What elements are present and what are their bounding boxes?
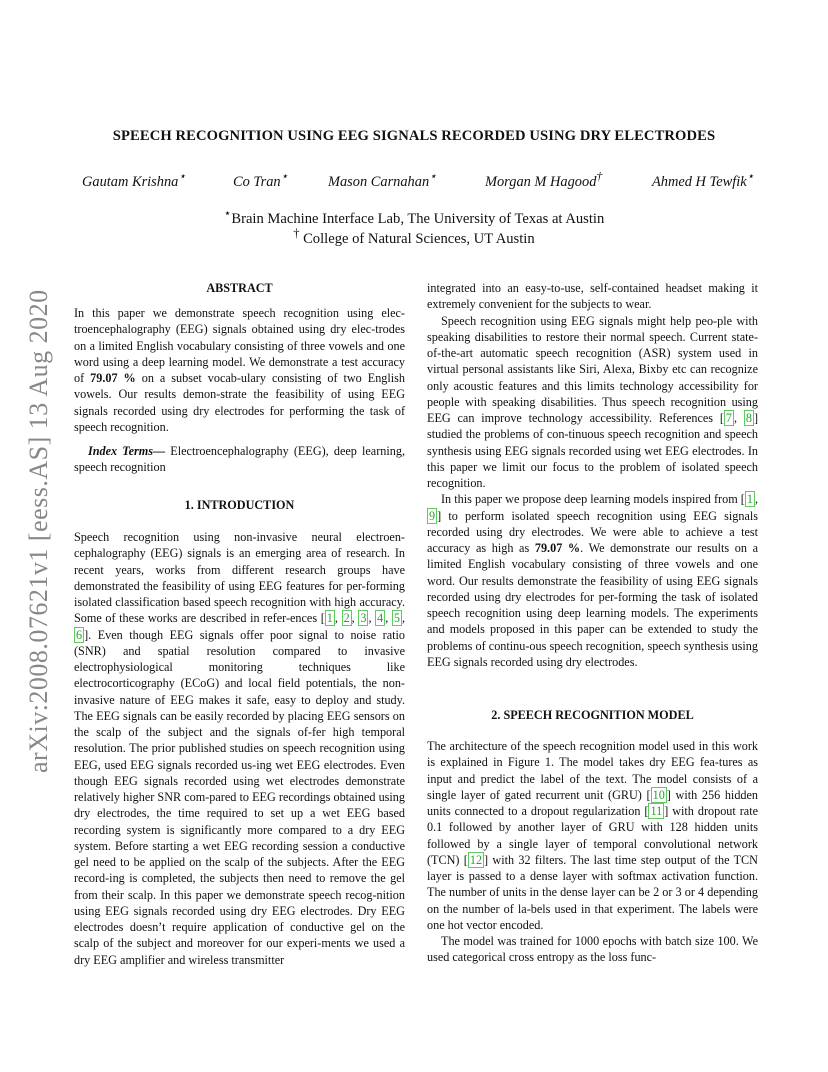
author-mark: ⋆: [429, 169, 437, 183]
model-paragraph-1: [427, 738, 758, 933]
text-run: on a subset vocab-ulary consisting of two English vowels. Our results demon-strate the feasibility of using EEG signals recorded using dry electrodes for performing the task of speech recognition.: [74, 371, 406, 434]
text-run: ]. Even though EEG signals offer poor signal to noise ratio (SNR) and spatial resolution compared to invasive electrophysiological monitoring techniques like electrocorticography (ECoG) and local field potentials, the non-invasive nature of EEG makes it safe, easy to deploy and study. The EEG signals can be easily recorded by placing EEG sensors on the scalp of the subject and the signals of-fer high temporal resolution. The prior published studies on speech recognition using EEG, used EEG signals recorded us-ing wet EEG electrodes. Even though EEG signals recorded using wet electrodes demonstrate relatively higher SNR com-pared to EEG recordings obtained using dry electrodes, the time required to set up a wet EEG based recording system is significantly more compared to a dry EEG system. Before starting a wet EEG recording session a conductive gel need to be applied on the scalp of the subjects. After the EEG record-ing is completed, the subjects then need to remove the gel from their scalp. In this paper we demonstrate speech recog-nition using EEG signals recorded using dry EEG electrodes. Dry EEG electrodes doesn’t require application of conductive gel on the scalp of the subject and moreover for our experi-ments we used a dry EEG amplifier and wireless transmitter: [74, 627, 405, 967]
citation-link[interactable]: 1: [326, 611, 333, 626]
abstract-heading: ABSTRACT: [206, 281, 273, 295]
citation-link[interactable]: 2: [343, 611, 350, 626]
author-name: Co Tran: [233, 173, 281, 190]
paper-title: SPEECH RECOGNITION USING EEG SIGNALS RECORDED USING DRY ELECTRODES: [112, 128, 716, 144]
intro-paragraph-2: Speech recognition using EEG signals might help peo-ple with speaking disabilities to restore their normal speech. Current state-of-the-art automatic speech recognition (ASR) system used in virtual personal assistants like Siri, Alexa, Bixby etc can recognize only acoustic features and this limits technology accessibility for people with speaking disabilities. Thus speech recognition using EEG can improve technology accessibility. References [ 7 , 8 ] studied the problems of con-tinuous speech recognition and speech synthesis using EEG signals recorded using wet EEG electrodes. In this paper we limit our focus to the problem of isolated speech recognition.: [427, 313, 758, 490]
intro-heading: 1. INTRODUCTION: [184, 498, 295, 512]
author-4: [485, 169, 602, 191]
affiliation-mark: †: [293, 226, 300, 240]
author-2: [233, 169, 288, 191]
text-run: . We demonstrate our results on a limited English vocabulary consisting of three vowels and one word. Our results demonstrate the feasibility of using EEG signals recorded using dry electrodes for per-forming the task of isolated speech recognition using deep learning models. The experiments and models proposed in this paper can be extended to study the problems of continu-ous speech recognition, speech synthesis using EEG signals recorded using dry electrodes.: [427, 541, 758, 669]
arxiv-identifier: arXiv:2008.07621v1 [eess.AS] 13 Aug 2020: [24, 289, 53, 773]
intro-paragraph-3: In this paper we propose deep learning models inspired from [ 1 , 9 ] to perform isolated speech recognition using EEG signals recorded using dry electrodes. We were able to achieve a test accuracy as high as 79.07 %. We demonstrate our results on a limited English vocabulary consisting of three vowels and one word. Our results demonstrate the feasibility of using EEG signals recorded using dry electrodes for per-forming the task of isolated speech recognition using deep learning models. The experiments and models proposed in this paper can be extended to study the problems of continu-ous speech recognition, speech synthesis using EEG signals recorded using dry electrodes.: [427, 492, 758, 669]
author-mark: ⋆: [280, 169, 289, 183]
author-mark: ⋆: [178, 169, 186, 183]
author-name: Morgan M Hagood: [485, 173, 597, 190]
affiliation-2: [0, 226, 828, 248]
citation-link[interactable]: 3: [360, 611, 367, 626]
citation-link[interactable]: 10: [652, 787, 665, 802]
abstract-paragraph: [74, 305, 405, 435]
affiliation-1: [0, 206, 828, 228]
author-name: Gautam Krishna: [82, 173, 179, 190]
citation-link[interactable]: 12: [469, 852, 483, 867]
intro-paragraph-1: Speech recognition using non-invasive neural electroen-cephalography (EEG) signals is an emerging area of research. In recent years, works from different research groups have demonstrated the feasibility of using EEG features for per-forming isolated classification based speech recognition with high accuracy. Some of these works are described in refer-ences [ 1 , 2 , 3 , 4 , 5 , 6 ]. Even though EEG signals offer poor signal to noise ratio (SNR) and spatial resolution compared to invasive electrophysiological monitoring techniques like electrocorticography (ECoG) and local field potentials, the non-invasive nature of EEG makes it safe, easy to deploy and study. The EEG signals can be easily recorded by placing EEG sensors on the scalp of the subject and the signals of-fer high temporal resolution. The prior published studies on speech recognition using EEG, used EEG signals recorded us-ing wet EEG electrodes. Even though EEG signals recorded using wet electrodes demonstrate relatively higher SNR com-pared to EEG recordings obtained using dry electrodes, the time required to set up a wet EEG based recording system is significantly more compared to a dry EEG system. Before starting a wet EEG recording session a conductive gel need to be applied on the scalp of the subjects. After the EEG record-ing is completed, the subjects then need to remove the gel from their scalp. In this paper we demonstrate speech recog-nition using EEG signals recorded using dry EEG electrodes. Dry EEG electrodes doesn’t require application of conductive gel on the scalp of the subject and moreover for our experi-ments we used a dry EEG amplifier and wireless transmitter: [74, 530, 406, 967]
abstract-body: [74, 305, 405, 476]
model-paragraph-2: The model was trained for 1000 epochs with batch size 100. We used categorical cross entropy as the loss func-: [427, 934, 758, 965]
intro-paragraph-1-continued: integrated into an easy-to-use, self-contained headset making it extremely convenient for the subjects to wear.: [427, 281, 758, 312]
text-run: ] with 32 filters. The last time step output of the TCN layer is passed to a dense layer with softmax activation function. The number of units in the dense layer can be 2 or 3 or 4 depending on the number of la-bels used in that experiment. The labels were one hot vector encoded.: [427, 852, 758, 932]
right-column-intro: [427, 280, 758, 670]
index-terms-label: Index Terms—: [88, 444, 166, 458]
citation-link[interactable]: 9: [429, 508, 436, 523]
citation-link[interactable]: 8: [745, 411, 752, 425]
text-run: In this paper we propose deep learning models inspired from [: [441, 492, 745, 507]
author-mark: ⋆: [746, 169, 755, 183]
text-run: ] with dropout rate 0.1 followed by another layer of GRU with 128 hidden units followed by a single layer of temporal convolutional network (TCN) [: [427, 804, 759, 867]
citation-link[interactable]: 5: [393, 611, 400, 626]
author-5: [652, 169, 754, 191]
text-run: In this paper we demonstrate speech recognition using elec-troencephalography (EEG) signals obtained using dry elec-trodes on a limited English vocabulary consisting of three vowels and one word using a deep learning model. We demonstrate a test accuracy of: [74, 306, 405, 385]
author-name: Ahmed H Tewfik: [652, 173, 747, 190]
text-run: The architecture of the speech recognition model used in this work is explained in Figure 1. The model takes dry EEG fea-tures as input and predict the label of the text. The model consists of a single layer of gated recurrent unit (GRU) [: [427, 739, 758, 802]
citation-link[interactable]: 11: [650, 804, 663, 818]
accuracy-value: 79.07 %: [534, 541, 581, 555]
model-heading: 2. SPEECH RECOGNITION MODEL: [491, 708, 694, 722]
citation-link[interactable]: 1: [746, 492, 753, 507]
index-terms-text: Electroencephalography (EEG), deep learning, speech recognition: [74, 444, 405, 475]
author-3: [328, 169, 437, 191]
intro-body: [74, 529, 405, 968]
affiliation-text: Brain Machine Interface Lab, The University of Texas at Austin: [231, 210, 605, 227]
text-run: ] with 256 hidden units connected to a dropout regularization [: [427, 787, 759, 818]
model-body: [427, 738, 758, 966]
text-run: ] studied the problems of con-tinuous speech recognition and speech synthesis using EEG signals recorded using wet EEG electrodes. In this paper we limit our focus to the problem of isolated speech recognition.: [427, 411, 758, 490]
text-run: Speech recognition using non-invasive neural electroen-cephalography (EEG) signals is an emerging area of research. In recent years, works from different research groups have demonstrated the feasibility of using EEG features for per-forming isolated classification based speech recognition with high accuracy. Some of these works are described in refer-ences [: [74, 530, 405, 626]
text-run: ] to perform isolated speech recognition using EEG signals recorded using dry electrodes. We were able to achieve a test accuracy as high as: [427, 508, 758, 555]
affiliation-text: College of Natural Sciences, UT Austin: [299, 230, 535, 247]
text-run: Speech recognition using EEG signals might help peo-ple with speaking disabilities to restore their normal speech. Current state-of-the-art automatic speech recognition (ASR) system used in virtual personal assistants like Siri, Alexa, Bixby etc can recognize only acoustic features and this limits technology accessibility for people with speaking disabilities. Thus speech recognition using EEG can improve technology accessibility. References [: [427, 313, 758, 425]
affiliation-mark: ⋆: [223, 206, 232, 220]
author-name: Mason Carnahan: [328, 173, 430, 190]
accuracy-value: 79.07 %: [90, 371, 136, 385]
citation-link[interactable]: 4: [377, 611, 384, 626]
citation-link[interactable]: 7: [725, 411, 732, 425]
author-1: [82, 169, 186, 191]
author-mark: †: [596, 169, 603, 183]
index-terms: [74, 443, 405, 476]
citation-link[interactable]: 6: [76, 627, 83, 642]
